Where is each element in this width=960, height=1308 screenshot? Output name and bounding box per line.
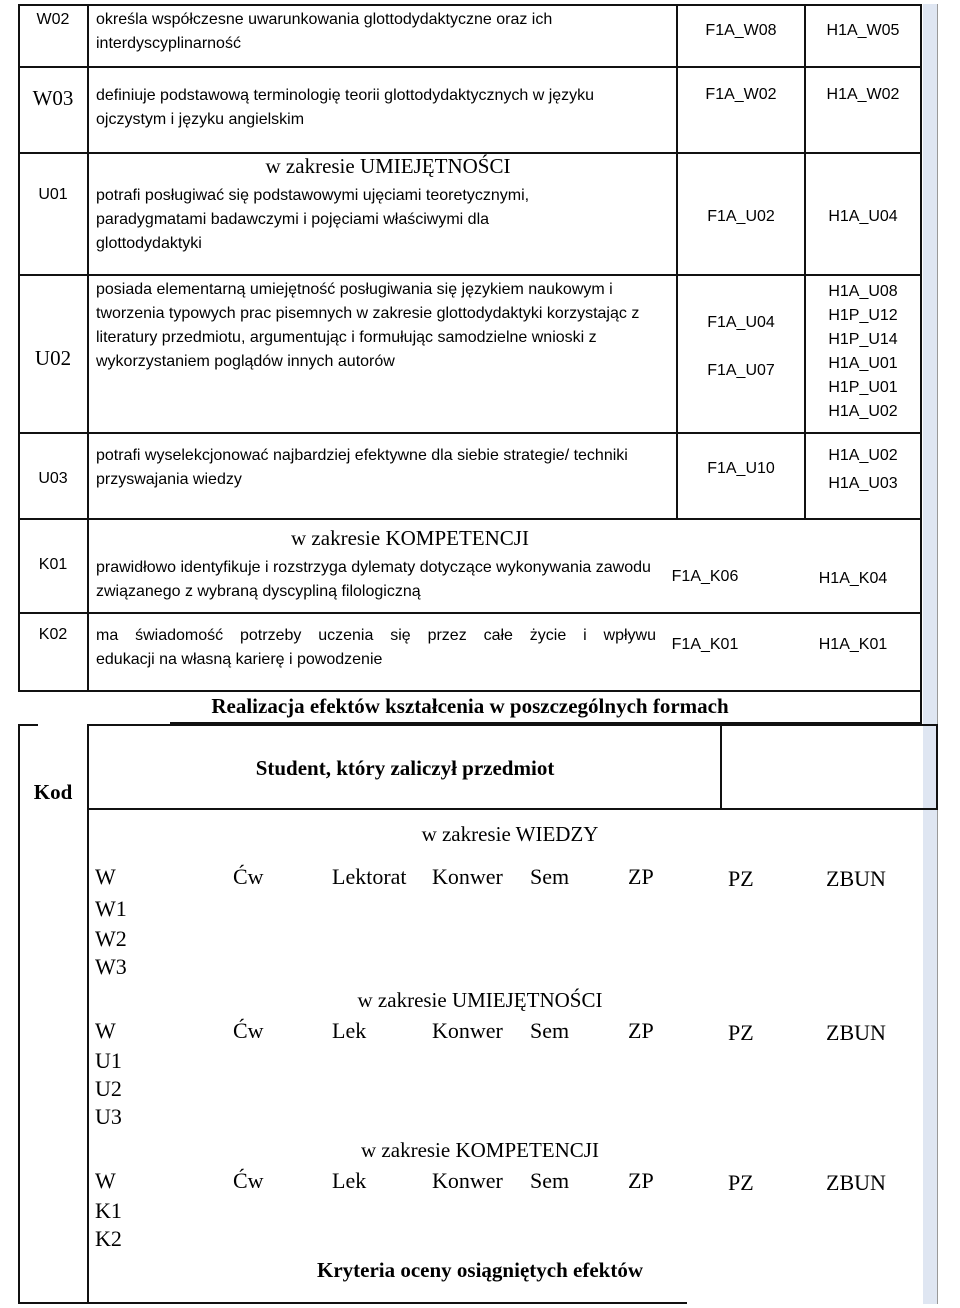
effect-description: posiada elementarną umiejętność posługiwania się językiem naukowym i tworzenia typowych prac pisemnych w zakresie glottodydaktyki korzystając z literatury przedmiotu, argumentując i formułując samodzielne wnioski z wykorzystaniem poglądów innych autorów bbox=[96, 281, 640, 370]
h1a-code: H1P_U14 bbox=[828, 331, 898, 348]
student-label: Student, który zaliczył przedmiot bbox=[255, 756, 555, 780]
effect-code: U03 bbox=[38, 470, 68, 487]
section-heading: w zakresie KOMPETENCJI bbox=[361, 1138, 599, 1162]
h1a-code: H1P_U12 bbox=[828, 307, 898, 324]
table-border bbox=[804, 4, 806, 518]
h1a-code: H1P_U01 bbox=[828, 379, 898, 396]
section-heading: w zakresie UMIEJĘTNOŚCI bbox=[357, 988, 603, 1012]
table-border bbox=[936, 724, 938, 810]
table-border bbox=[87, 724, 937, 726]
row-code: W2 bbox=[95, 926, 127, 951]
column-header: W bbox=[95, 1018, 116, 1043]
effect-description-line: edukacji na własną karierę i powodzenie bbox=[96, 651, 383, 668]
f1a-code: F1A_U10 bbox=[707, 460, 775, 477]
kod-label: Kod bbox=[33, 780, 73, 804]
f1a-code: F1A_K06 bbox=[671, 568, 739, 585]
column-header: PZ bbox=[728, 1170, 754, 1195]
effect-code: W02 bbox=[36, 11, 70, 28]
table-border bbox=[18, 274, 922, 276]
column-header: Sem bbox=[530, 1018, 570, 1043]
column-header: Ćw bbox=[233, 864, 264, 889]
table-border bbox=[87, 1302, 687, 1304]
table-border bbox=[18, 1302, 88, 1304]
f1a-code: F1A_W02 bbox=[705, 86, 777, 103]
effect-description: potrafi wyselekcjonować najbardziej efektywne dla siebie strategie/ techniki przyswajania wiedzy bbox=[96, 447, 628, 488]
criteria-heading: Kryteria oceny osiągniętych efektów bbox=[316, 1258, 643, 1282]
effect-description: określa współczesne uwarunkowania glottodydaktyczne oraz ich interdyscyplinarność bbox=[96, 11, 553, 52]
column-header: Konwer bbox=[432, 1168, 503, 1193]
section-heading: w zakresie KOMPETENCJI bbox=[291, 526, 529, 550]
f1a-code: F1A_U04 bbox=[707, 314, 775, 331]
table-border bbox=[18, 4, 922, 6]
h1a-code: H1A_U03 bbox=[828, 475, 898, 492]
h1a-code: H1A_U01 bbox=[828, 355, 898, 372]
column-header: Lek bbox=[332, 1018, 367, 1043]
column-header: Konwer bbox=[432, 864, 503, 889]
h1a-code: H1A_U04 bbox=[828, 208, 898, 225]
section-heading: w zakresie WIEDZY bbox=[421, 822, 599, 846]
row-code: U1 bbox=[95, 1048, 122, 1073]
column-header: ZBUN bbox=[826, 866, 886, 891]
table-border bbox=[18, 724, 20, 1304]
column-header: Ćw bbox=[233, 1018, 264, 1043]
table-border bbox=[18, 66, 922, 68]
effect-code: W03 bbox=[32, 86, 74, 110]
row-code: U2 bbox=[95, 1076, 122, 1101]
effect-description: prawidłowo identyfikuje i rozstrzyga dylematy dotyczące wykonywania zawodu związanego z wybraną dyscypliną filologiczną bbox=[96, 559, 651, 600]
table-border bbox=[920, 4, 922, 722]
h1a-code: H1A_K04 bbox=[818, 570, 888, 587]
column-header: Sem bbox=[530, 1168, 570, 1193]
column-header: Sem bbox=[530, 864, 570, 889]
column-header: Konwer bbox=[432, 1018, 503, 1043]
effect-code: K02 bbox=[38, 626, 68, 643]
page-margin-line bbox=[937, 4, 938, 1304]
f1a-code: F1A_K01 bbox=[671, 636, 739, 653]
table-border bbox=[87, 724, 89, 1304]
f1a-code: F1A_U07 bbox=[707, 362, 775, 379]
h1a-code: H1A_K01 bbox=[818, 636, 888, 653]
row-code: U3 bbox=[95, 1104, 122, 1129]
table-border bbox=[18, 690, 922, 692]
h1a-code: H1A_W05 bbox=[826, 22, 900, 39]
table-border bbox=[87, 808, 937, 810]
h1a-code: H1A_U02 bbox=[828, 447, 898, 464]
h1a-code: H1A_W02 bbox=[826, 86, 900, 103]
column-header: PZ bbox=[728, 866, 754, 891]
table-border bbox=[18, 518, 922, 520]
row-code: W3 bbox=[95, 954, 127, 979]
f1a-code: F1A_U02 bbox=[707, 208, 775, 225]
column-header: ZP bbox=[628, 1018, 654, 1043]
column-header: Lek bbox=[332, 1168, 367, 1193]
effect-code: U02 bbox=[34, 346, 72, 370]
h1a-code: H1A_U08 bbox=[828, 283, 898, 300]
table-border bbox=[676, 4, 678, 518]
page-margin-strip bbox=[923, 4, 937, 1304]
column-header: ZBUN bbox=[826, 1170, 886, 1195]
row-code: K2 bbox=[95, 1226, 122, 1251]
effect-description: potrafi posługiwać się podstawowymi ujęciami teoretycznymi, paradygmatami badawczymi i pojęciami właściwymi dla glottodydaktyki bbox=[96, 187, 530, 252]
column-header: Lektorat bbox=[332, 864, 407, 889]
section-heading: w zakresie UMIEJĘTNOŚCI bbox=[265, 154, 511, 178]
row-code: K1 bbox=[95, 1198, 122, 1223]
table-border bbox=[18, 612, 922, 614]
column-header: W bbox=[95, 864, 116, 889]
table-border bbox=[18, 432, 922, 434]
table-border bbox=[720, 724, 722, 810]
table-border bbox=[18, 724, 38, 726]
column-header: PZ bbox=[728, 1020, 754, 1045]
column-header: ZP bbox=[628, 864, 654, 889]
f1a-code: F1A_W08 bbox=[705, 22, 777, 39]
column-header: W bbox=[95, 1168, 116, 1193]
section-title: Realizacja efektów kształcenia w poszczególnych formach bbox=[211, 694, 729, 718]
effect-description-line: ma świadomość potrzeby uczenia się przez całe życie i wpływu bbox=[96, 627, 656, 644]
row-code: W1 bbox=[95, 896, 127, 921]
column-header: Ćw bbox=[233, 1168, 264, 1193]
h1a-code: H1A_U02 bbox=[828, 403, 898, 420]
effect-description: definiuje podstawową terminologię teorii glottodydaktycznych w języku ojczystym i języku angielskim bbox=[96, 87, 595, 128]
column-header: ZP bbox=[628, 1168, 654, 1193]
column-header: ZBUN bbox=[826, 1020, 886, 1045]
effect-code: U01 bbox=[38, 186, 68, 203]
effect-code: K01 bbox=[38, 556, 68, 573]
